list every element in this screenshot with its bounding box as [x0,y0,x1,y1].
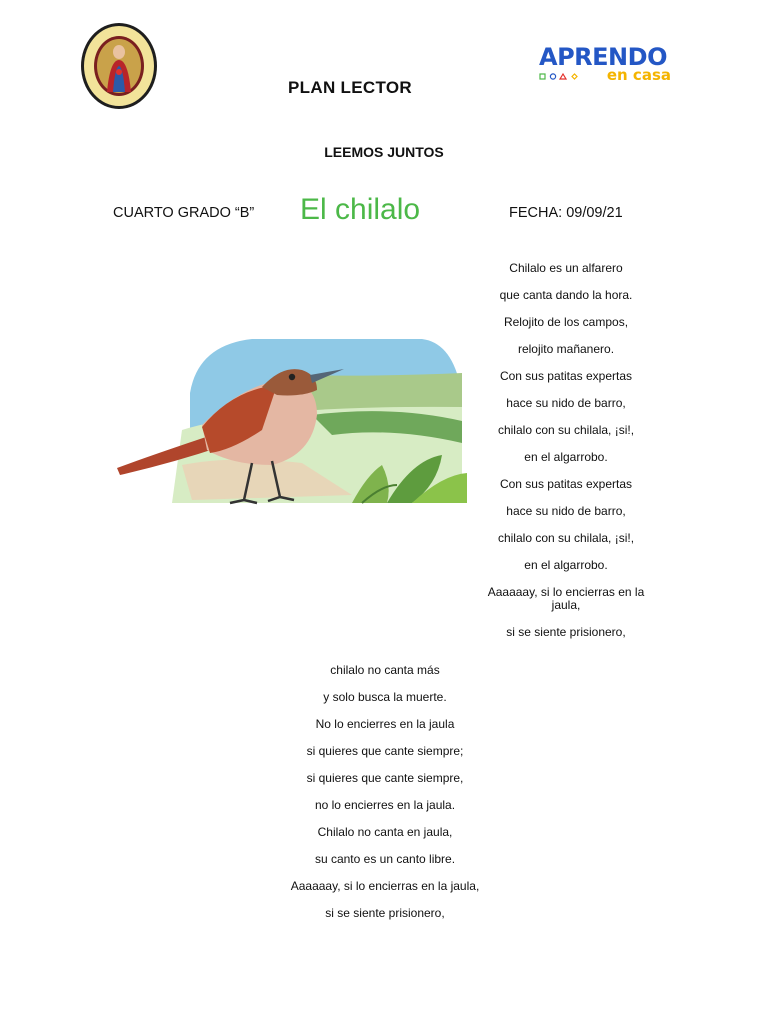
poem-line: si quieres que cante siempre; [306,744,464,758]
aprendo-logo-title: APRENDO [539,43,667,71]
poem-line: en el algarrobo. [524,558,608,572]
poem-line: no lo encierres en la jaula. [314,798,456,812]
poem-line: Con sus patitas expertas [499,369,633,383]
poem-line: que canta dando la hora. [499,288,633,302]
aprendo-logo-subtitle: en casa [606,66,671,84]
poem-line: si se siente prisionero, [506,625,626,639]
poem-line: Aaaaaay, si lo encierras en la jaula, [487,585,645,612]
poem-bottom-column [250,664,520,934]
plan-lector-heading: PLAN LECTOR [288,78,412,97]
leemos-juntos-heading: LEEMOS JUNTOS [324,144,444,160]
poem-right-column [474,262,658,653]
grade-label: CUARTO GRADO “B” [113,205,255,221]
poem-line: chilalo con su chilala, ¡si!, [497,423,635,437]
poem-line: si se siente prisionero, [325,906,445,920]
poem-line: chilalo con su chilala, ¡si!, [497,531,635,545]
poem-line: hace su nido de barro, [506,504,626,518]
poem-line: No lo encierres en la jaula [315,717,455,731]
poem-line: Aaaaaay, si lo encierras en la jaula, [290,879,480,893]
poem-line: chilalo no canta más [330,663,440,677]
poem-line: en el algarrobo. [524,450,608,464]
poem-line: su canto es un canto libre. [314,852,456,866]
date-label: FECHA: 09/09/21 [509,205,623,221]
chilalo-bird-illustration [112,335,472,510]
poem-line: Con sus patitas expertas [499,477,633,491]
poem-line: Relojito de los campos, [503,315,629,329]
poem-line: si quieres que cante siempre, [306,771,464,785]
poem-line: relojito mañanero. [517,342,615,356]
poem-line: y solo busca la muerte. [323,690,447,704]
story-title: El chilalo [300,193,421,226]
poem-line: hace su nido de barro, [506,396,626,410]
poem-line: Chilalo es un alfarero [509,261,623,275]
poem-line: Chilalo no canta en jaula, [317,825,453,839]
